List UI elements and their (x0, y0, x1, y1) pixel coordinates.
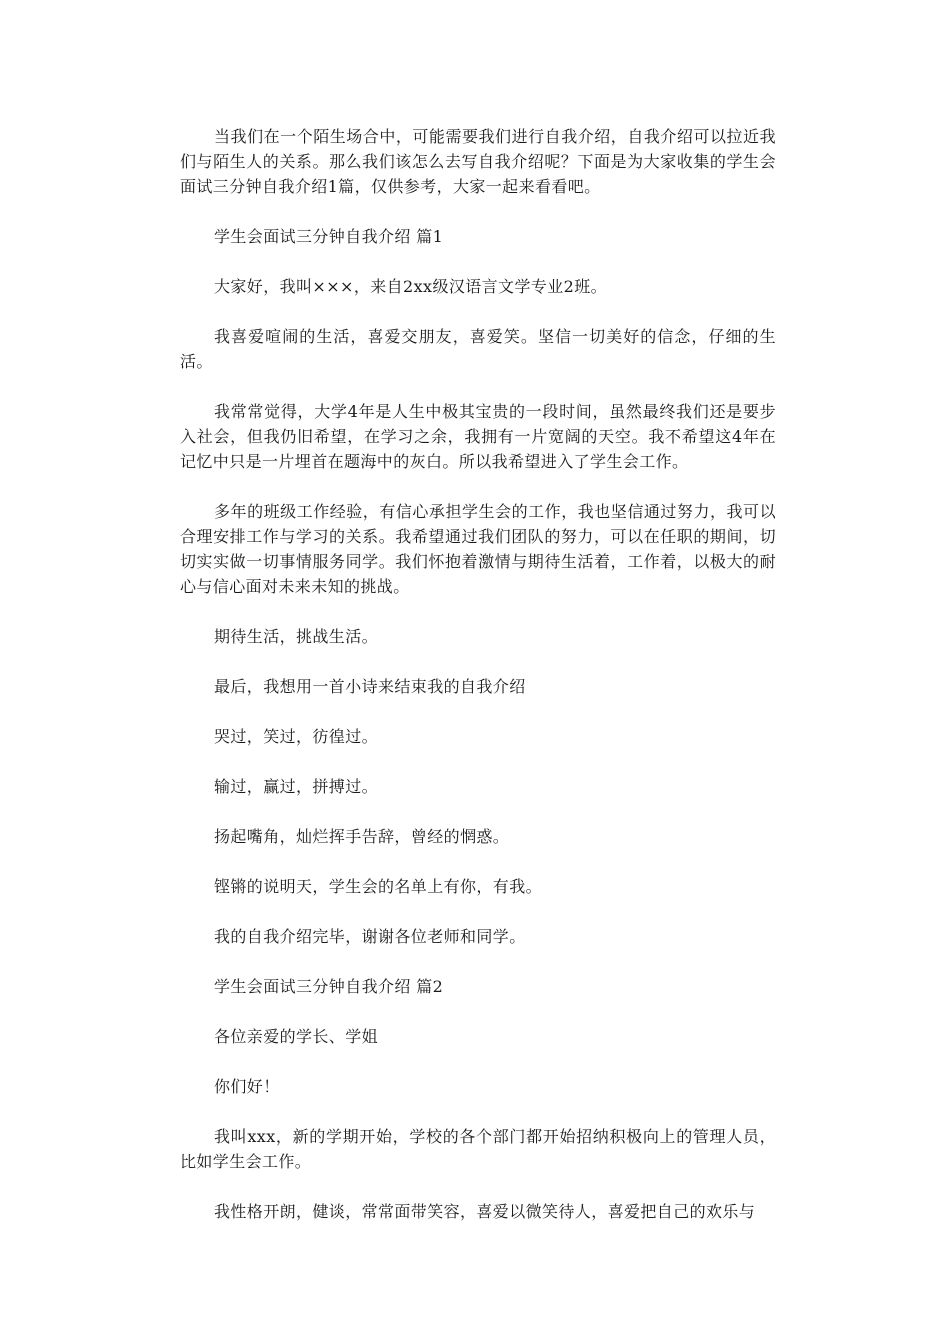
intro-paragraph: 当我们在一个陌生场合中，可能需要我们进行自我介绍，自我介绍可以拉近我们与陌生人的关系。那么我们该怎么去写自我介绍呢？下面是为大家收集的学生会面试三分钟自我介绍1篇，仅供参考，大家一起来看看吧。 (180, 127, 776, 196)
body-paragraph: 我叫xxx，新的学期开始，学校的各个部门都开始招纳积极向上的管理人员，比如学生会工作。 (180, 1127, 776, 1171)
poem-line: 铿锵的说明天，学生会的名单上有你，有我。 (214, 877, 543, 896)
poem-line: 输过，赢过，拼搏过。 (214, 777, 379, 796)
body-paragraph: 大家好，我叫×××，来自2xx级汉语言文学专业2班。 (214, 277, 608, 296)
section-heading-1: 学生会面试三分钟自我介绍 篇1 (214, 227, 444, 246)
body-paragraph: 多年的班级工作经验，有信心承担学生会的工作，我也坚信通过努力，我可以合理安排工作与学习的关系。我希望通过我们团队的努力，可以在任职的期间，切切实实做一切事情服务同学。我们怀抱着激情与期待生活着，工作着，以极大的耐心与信心面对未来未知的挑战。 (180, 502, 776, 596)
poem-line: 扬起嘴角，灿烂挥手告辞，曾经的惘惑。 (214, 827, 510, 846)
body-paragraph: 我性格开朗，健谈，常常面带笑容，喜爱以微笑待人，喜爱把自己的欢乐与 (214, 1202, 756, 1221)
document-page (180, 124, 776, 1224)
section-heading-2: 学生会面试三分钟自我介绍 篇2 (214, 977, 444, 996)
body-paragraph: 期待生活，挑战生活。 (214, 627, 379, 646)
body-paragraph: 我喜爱喧闹的生活，喜爱交朋友，喜爱笑。坚信一切美好的信念，仔细的生活。 (180, 327, 776, 371)
body-paragraph: 最后，我想用一首小诗来结束我的自我介绍 (214, 677, 526, 696)
body-paragraph: 我常常觉得，大学4年是人生中极其宝贵的一段时间，虽然最终我们还是要步入社会，但我仍旧希望，在学习之余，我拥有一片宽阔的天空。我不希望这4年在记忆中只是一片埋首在题海中的灰白。所以我希望进入了学生会工作。 (180, 402, 776, 471)
poem-line: 哭过，笑过，彷徨过。 (214, 727, 379, 746)
body-paragraph: 你们好！ (214, 1077, 280, 1096)
body-paragraph: 我的自我介绍完毕，谢谢各位老师和同学。 (214, 927, 526, 946)
body-paragraph: 各位亲爱的学长、学姐 (214, 1027, 379, 1046)
